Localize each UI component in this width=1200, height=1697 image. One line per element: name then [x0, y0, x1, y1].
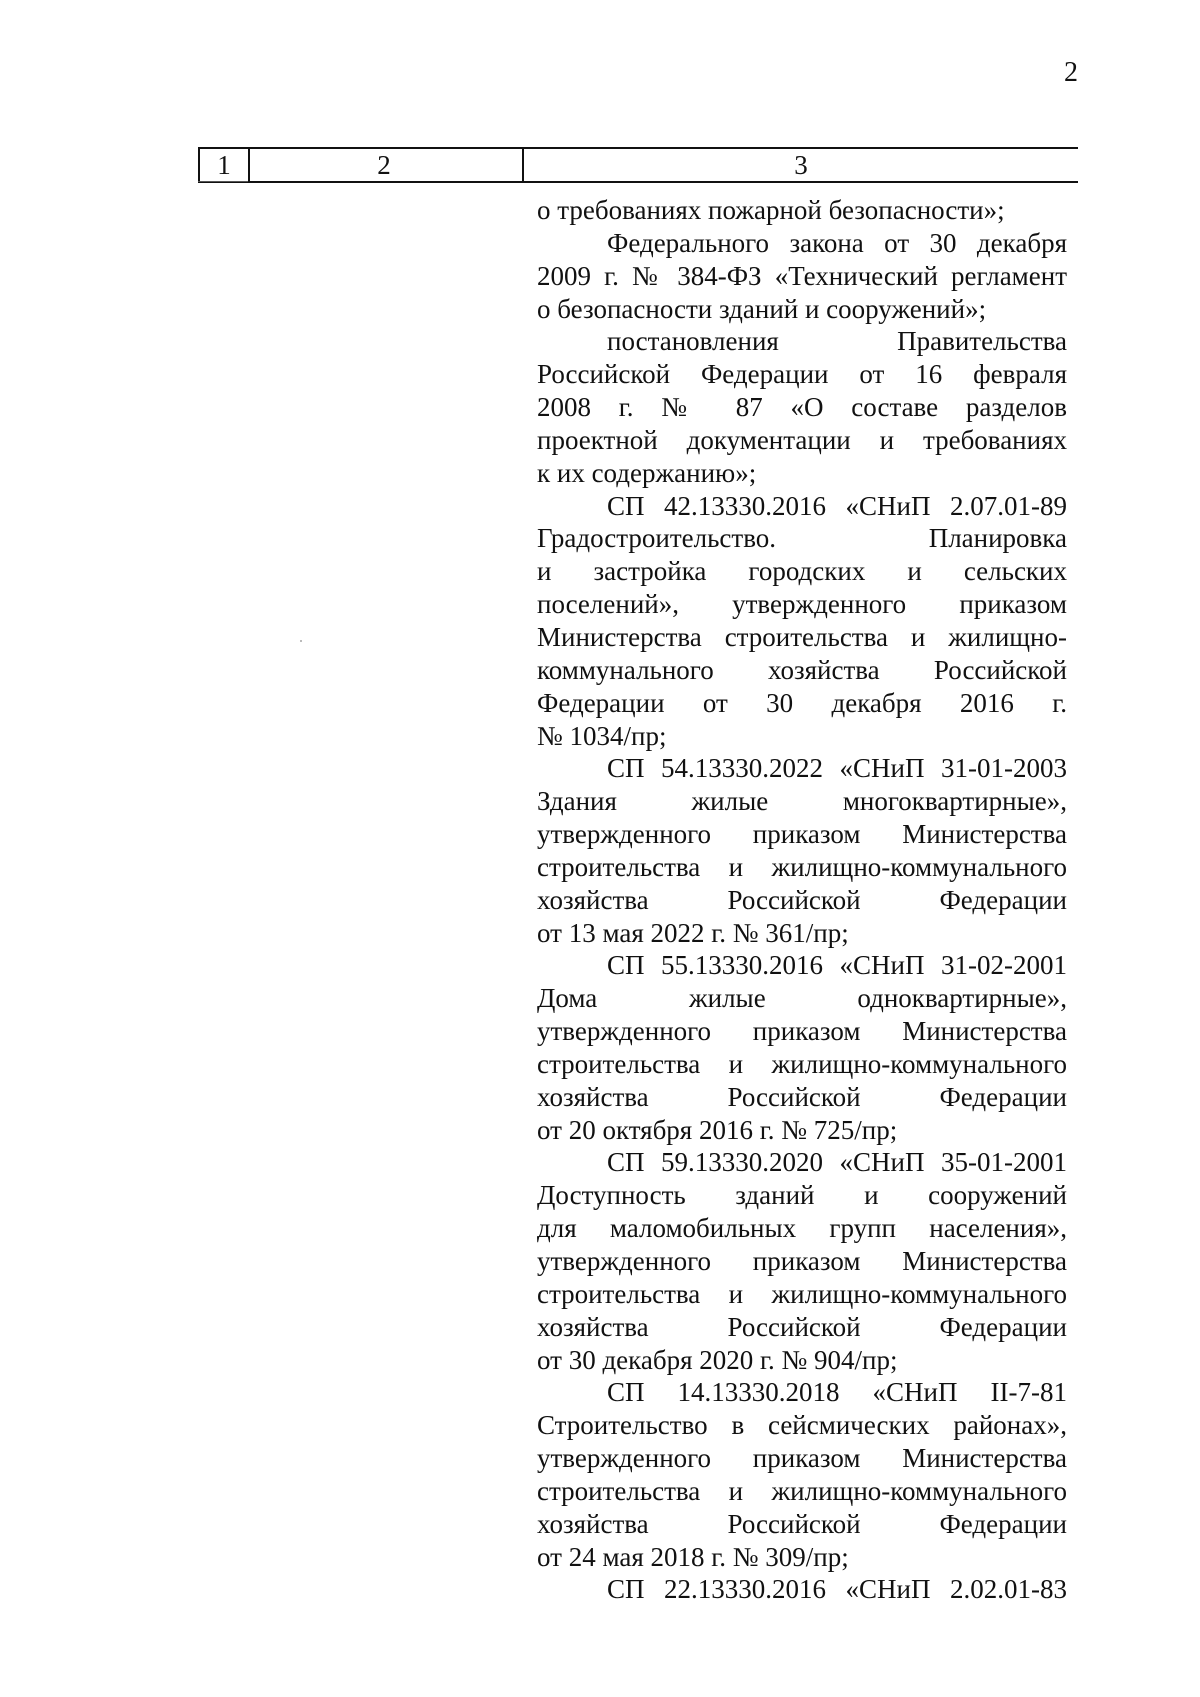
text-line: строительства и жилищно-коммунального — [537, 1048, 1067, 1079]
text-line: 2009 г. № 384-ФЗ «Технический регламент — [537, 260, 1067, 291]
text-line: проектной документации и требованиях — [537, 424, 1067, 455]
text-line: хозяйства Российской Федерации — [537, 1508, 1067, 1539]
text-line: для маломобильных групп населения», — [537, 1213, 1067, 1244]
text-line: СП 14.13330.2018 «СНиП II-7-81 — [607, 1377, 1067, 1408]
text-line: и застройка городских и сельских — [537, 556, 1067, 587]
text-line: от 13 мая 2022 г. № 361/пр; — [537, 917, 849, 948]
text-line: Градостроительство. Планировка — [537, 523, 1067, 554]
text-line: постановления Правительства — [607, 326, 1067, 357]
text-line: утвержденного приказом Министерства — [537, 1246, 1067, 1276]
text-line: СП 54.13330.2022 «СНиП 31-01-2003 — [607, 753, 1067, 784]
text-line: к их содержанию»; — [537, 457, 757, 488]
page-number: 2 — [1064, 57, 1078, 88]
table-header-row — [198, 147, 1078, 183]
table-header-col-3: 3 — [794, 150, 808, 180]
text-line: хозяйства Российской Федерации — [537, 1311, 1067, 1342]
text-line: Строительство в сейсмических районах», — [537, 1410, 1067, 1441]
text-line: Федерального закона от 30 декабря — [607, 227, 1067, 258]
column-3-text — [537, 194, 1067, 1606]
text-line: СП 42.13330.2016 «СНиП 2.07.01-89 — [607, 490, 1067, 521]
text-line: о требованиях пожарной безопасности»; — [537, 195, 1005, 225]
text-line: Дома жилые одноквартирные», — [537, 983, 1067, 1014]
text-line: хозяйства Российской Федерации — [537, 1081, 1067, 1112]
text-line: строительства и жилищно-коммунального — [537, 851, 1067, 882]
text-line: Министерства строительства и жилищно- — [537, 621, 1067, 652]
text-line: утвержденного приказом Министерства — [537, 1443, 1067, 1474]
text-line: № 1034/пр; — [537, 720, 667, 751]
table-header-col-2: 2 — [246, 149, 524, 181]
text-line: СП 55.13330.2016 «СНиП 31-02-2001 — [607, 950, 1067, 981]
text-line: от 30 декабря 2020 г. № 904/пр; — [537, 1344, 898, 1375]
text-line: строительства и жилищно-коммунального — [537, 1278, 1067, 1309]
text-line: 2008 г. № 87 «О составе разделов — [537, 392, 1067, 423]
text-line: утвержденного приказом Министерства — [537, 819, 1067, 850]
text-line: от 20 октября 2016 г. № 725/пр; — [537, 1114, 898, 1145]
text-line: коммунального хозяйства Российской — [537, 654, 1067, 685]
text-line: утвержденного приказом Министерства — [537, 1016, 1067, 1047]
text-line: о безопасности зданий и сооружений»; — [537, 293, 987, 324]
text-line: хозяйства Российской Федерации — [537, 884, 1067, 915]
column-1-rule — [198, 181, 248, 182]
text-line: Российской Федерации от 16 февраля — [537, 359, 1067, 390]
text-line: поселений», утвержденного приказом — [537, 589, 1067, 620]
table-header-col-1: 1 — [198, 149, 250, 181]
text-line: СП 22.13330.2016 «СНиП 2.02.01-83 — [607, 1574, 1067, 1605]
text-line: от 24 мая 2018 г. № 309/пр; — [537, 1541, 849, 1572]
scan-speck — [300, 640, 302, 642]
text-line: Доступность зданий и сооружений — [537, 1180, 1067, 1211]
text-line: строительства и жилищно-коммунального — [537, 1475, 1067, 1506]
text-line: СП 59.13330.2020 «СНиП 35-01-2001 — [607, 1147, 1067, 1178]
text-line: Федерации от 30 декабря 2016 г. — [537, 687, 1067, 718]
text-line: Здания жилые многоквартирные», — [537, 786, 1067, 817]
